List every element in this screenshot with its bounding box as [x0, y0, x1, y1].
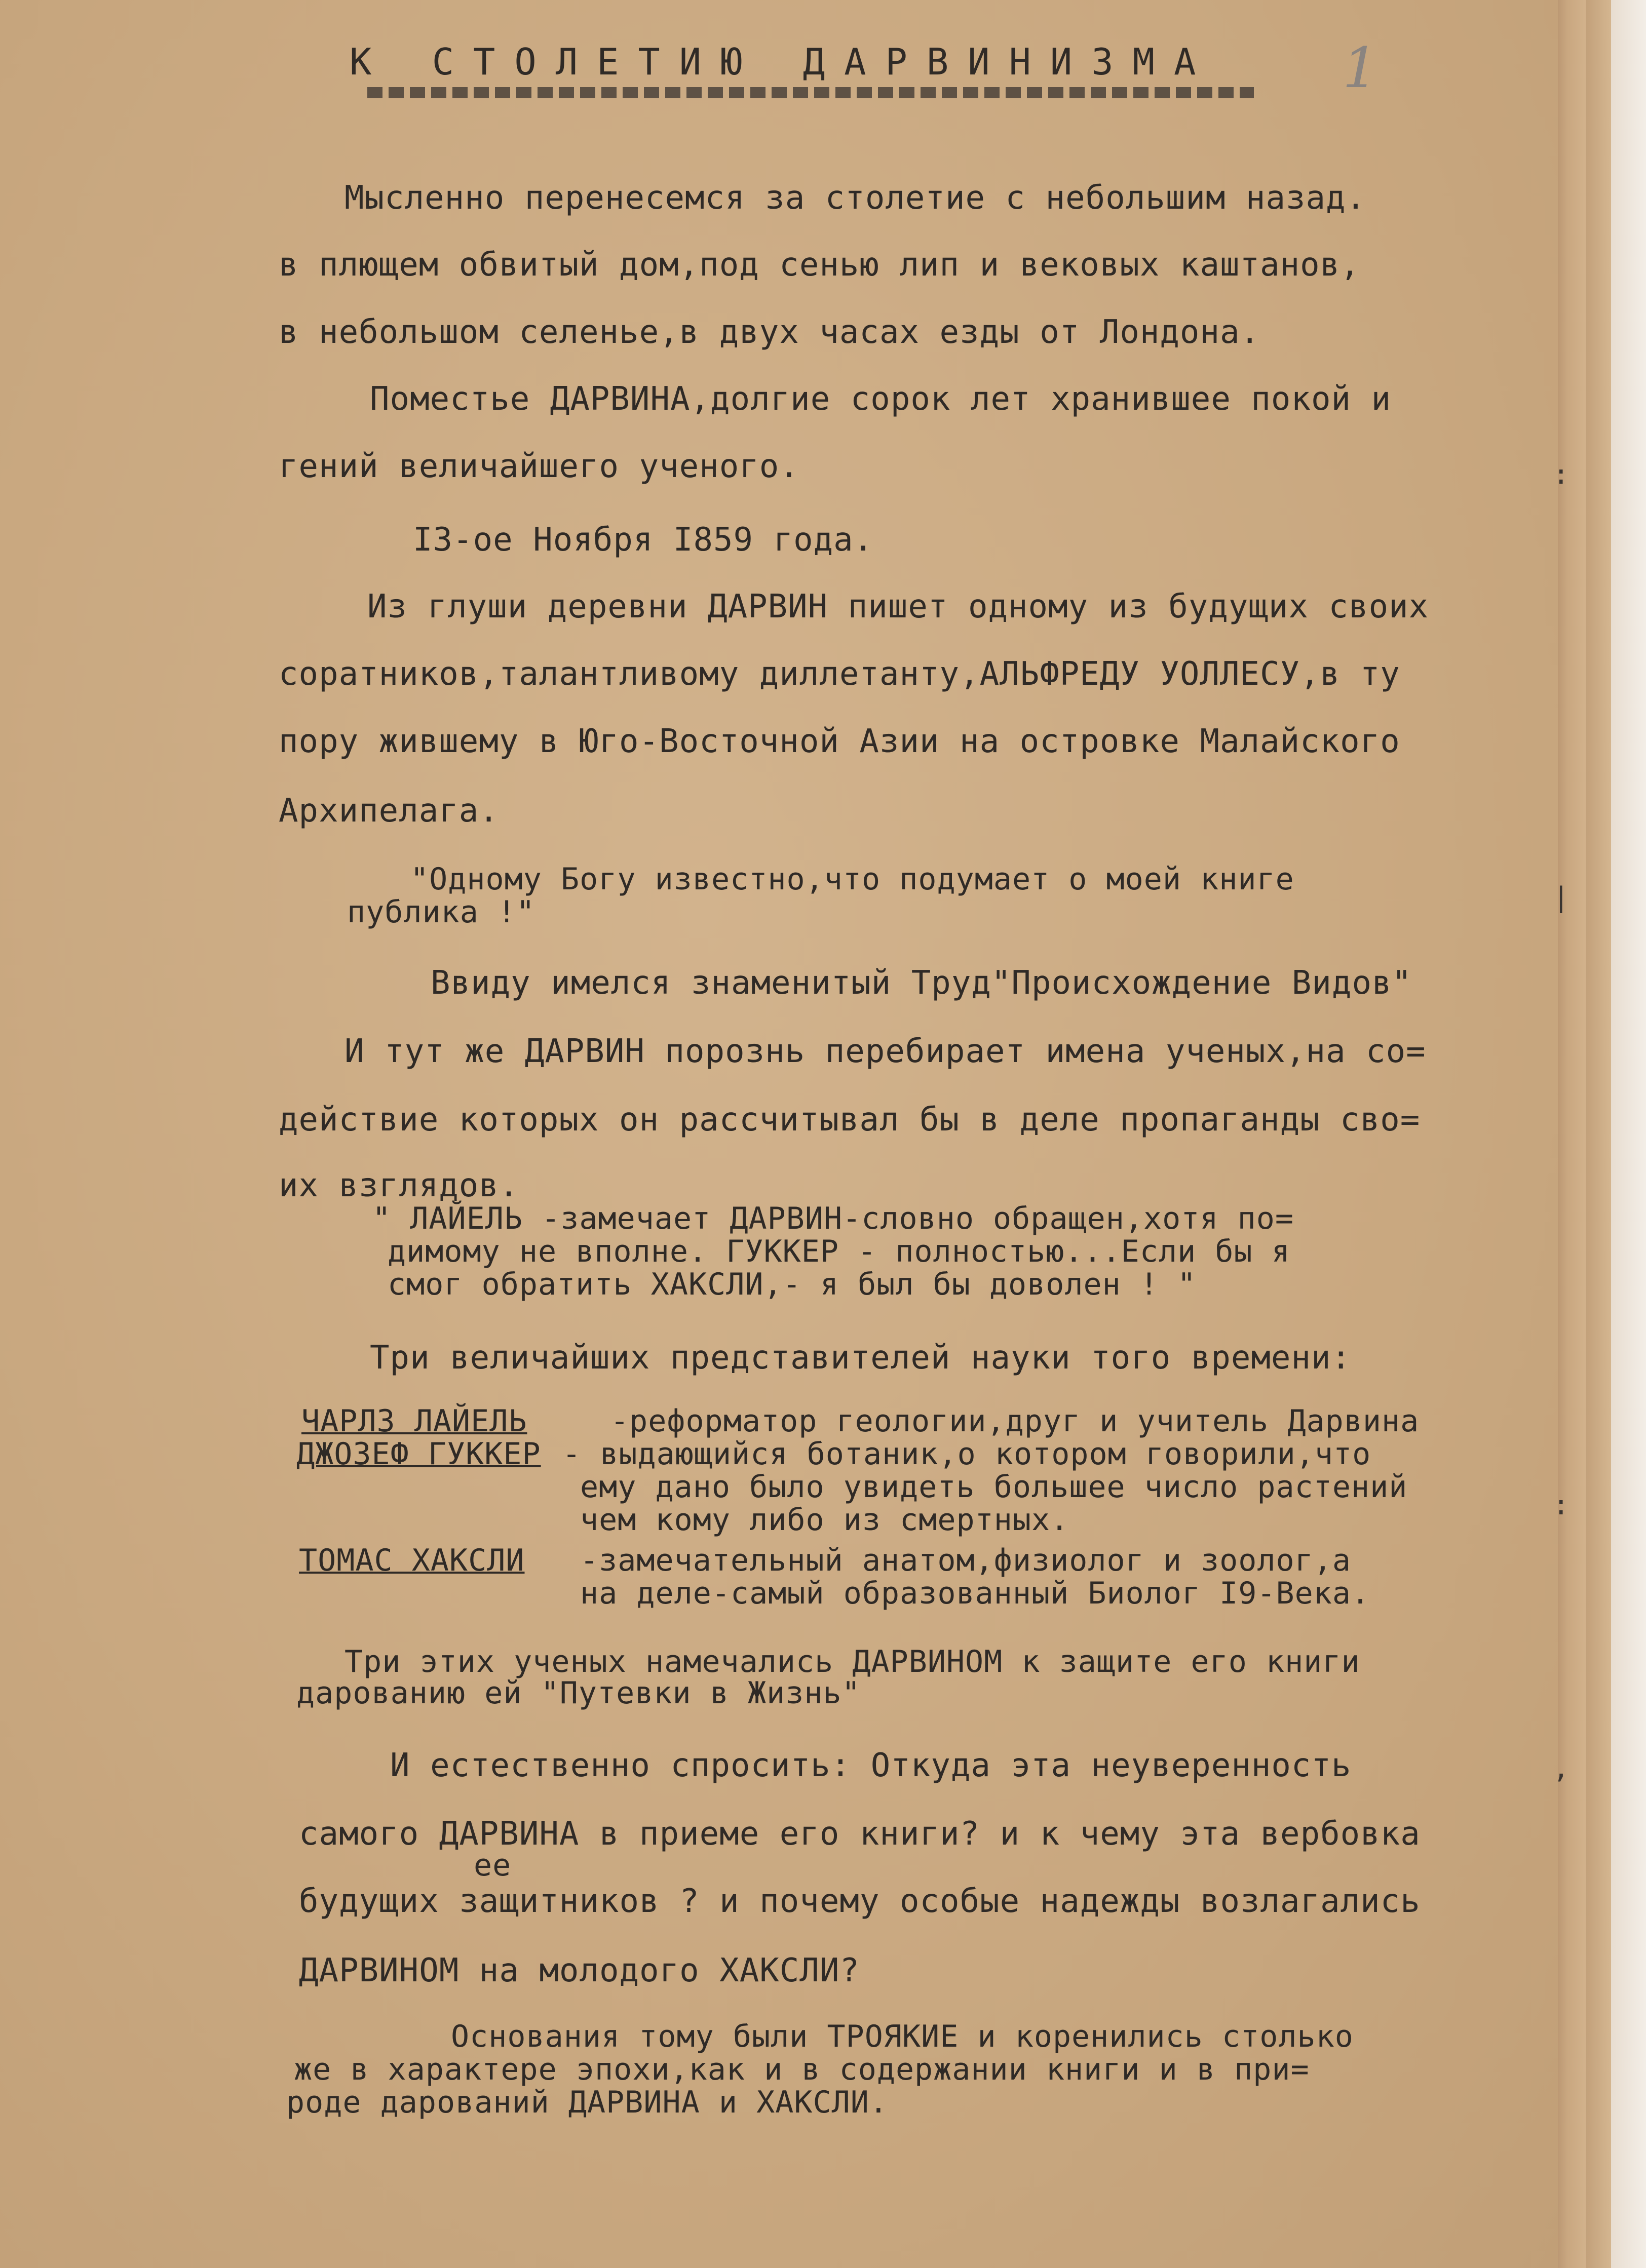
text-line: же в характере эпохи,как и в содержании книги и в при= [294, 2052, 1310, 2087]
scientist-name: ТОМАС ХАКСЛИ [299, 1543, 525, 1578]
text-line: пору жившему в Юго-Восточной Азии на островке Малайского [279, 723, 1400, 760]
text-line: роде дарований ДАРВИНА и ХАКСЛИ. [286, 2085, 888, 2120]
quote-line: " ЛАЙЕЛЬ -замечает ДАРВИН-словно обращен,хотя по= [372, 1201, 1294, 1236]
text-line: дарованию ей "Путевки в Жизнь" [296, 1675, 861, 1711]
text-line: действие которых он рассчитывал бы в деле пропаганды сво= [279, 1101, 1421, 1139]
text-line: Из глуши деревни ДАРВИН пишет одному из будущих своих [367, 588, 1429, 625]
text-line: их взглядов. [279, 1167, 519, 1204]
text-line: I3-ое Ноября I859 года. [413, 521, 874, 559]
quote-line: публика !" [347, 894, 535, 930]
text-line: И естественно спросить: Откуда эта неуверенность [390, 1747, 1352, 1784]
margin-mark: : [1553, 458, 1570, 490]
document-title: К СТОЛЕТИЮ ДАРВИНИЗМА [350, 41, 1215, 83]
page-number: 1 [1343, 35, 1378, 100]
text-line: самого ДАРВИНА в приеме его книги? и к чему эта вербовка [299, 1815, 1421, 1853]
text-line: ДАРВИНОМ на молодого ХАКСЛИ? [299, 1952, 860, 1989]
inserted-word: ее [474, 1848, 512, 1883]
margin-mark: , [1553, 1752, 1570, 1784]
scientist-description: -замечательный анатом,физиолог и зоолог,а [580, 1543, 1352, 1578]
text-line: Архипелага. [279, 792, 499, 830]
text-line: Поместье ДАРВИНА,долгие сорок лет хранившее покой и [370, 380, 1392, 418]
quote-line: смог обратить ХАКСЛИ,- я был бы доволен ! " [388, 1267, 1197, 1302]
text-line: в небольшом селенье,в двух часах езды от Лондона. [279, 314, 1260, 351]
paper-stack-edge-2 [1586, 0, 1611, 2268]
scientist-description: - выдающийся ботаник,о котором говорили,что [562, 1436, 1371, 1472]
scientist-description: чем кому либо из смертных. [580, 1502, 1069, 1538]
scientist-description: -реформатор геологии,друг и учитель Дарвина [610, 1403, 1420, 1439]
title-double-underline [367, 87, 1254, 98]
margin-mark: : [1553, 1489, 1570, 1521]
text-line: Мысленно перенесемся за столетие с небольшим назад. [344, 179, 1366, 217]
text-line: соратников,талантливому диллетанту,АЛЬФРЕДУ УОЛЛЕСУ,в ту [279, 655, 1400, 693]
background-white-edge [1611, 0, 1646, 2268]
text-line: гений величайшего ученого. [279, 448, 799, 485]
quote-line: "Одному Богу известно,что подумает о моей книге [410, 862, 1294, 897]
text-line: в плющем обвитый дом,под сенью лип и вековых каштанов, [279, 246, 1360, 284]
paper-stack-edge [1555, 0, 1586, 2268]
text-line: Три величайших представителей науки того времени: [370, 1339, 1352, 1377]
margin-mark: | [1553, 881, 1570, 913]
scientist-name: ЧАРЛЗ ЛАЙЕЛЬ [301, 1403, 527, 1439]
scientist-name: ДЖОЗЕФ ГУККЕР [296, 1436, 541, 1472]
scientist-description: на деле-самый образованный Биолог I9-Века. [580, 1576, 1370, 1611]
text-line: И тут же ДАРВИН порознь перебирает имена ученых,на со= [344, 1033, 1426, 1070]
quote-line: димому не вполне. ГУККЕР - полностью...Если бы я [388, 1234, 1290, 1269]
text-line: Ввиду имелся знаменитый Труд"Происхождение Видов" [431, 964, 1412, 1002]
text-line: Основания тому были ТРОЯКИЕ и коренились столько [451, 2019, 1354, 2054]
scientist-description: ему дано было увидеть большее число растений [580, 1469, 1408, 1505]
text-line: будущих защитников ? и почему особые надежды возлагались [299, 1883, 1421, 1920]
text-line: Три этих ученых намечались ДАРВИНОМ к защите его книги [344, 1644, 1360, 1679]
